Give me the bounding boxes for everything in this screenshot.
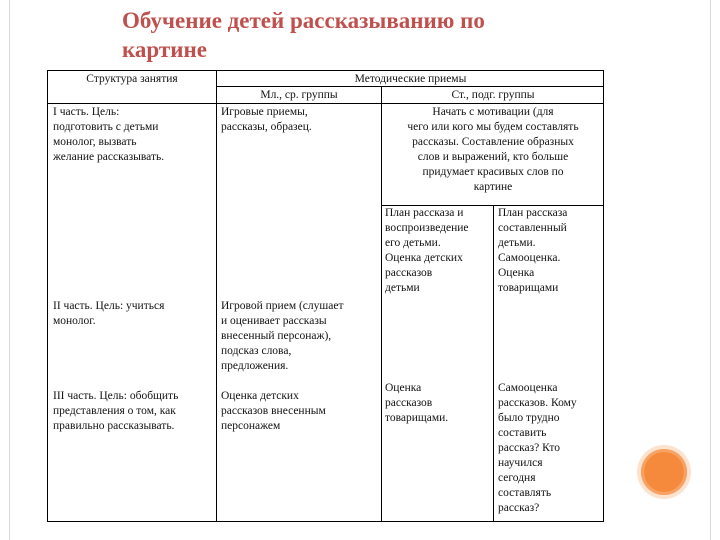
senior-subcol-left-1: План рассказа и воспроизведение его детьми. Оценка детских рассказов детьми	[385, 207, 469, 294]
decorative-circle-icon	[641, 449, 687, 495]
senior-subcol-right-1: План рассказа составленный детьми. Самооценка. Оценка товарищами	[498, 207, 568, 294]
senior-subcol-left-3: Оценка рассказов товарищами.	[385, 382, 449, 424]
methods-table	[47, 70, 604, 522]
grid-line	[48, 103, 604, 104]
part-1-goal: I часть. Цель: подготовить с детьми монолог, вызвать желание рассказывать.	[53, 106, 165, 163]
title-line-2: картине	[122, 37, 207, 62]
grid-line	[216, 71, 217, 521]
slide-frame-line-left	[9, 0, 10, 540]
header-structure: Структура занятия	[86, 73, 178, 85]
header-senior-prep: Ст., подг. группы	[451, 89, 535, 101]
part-2-goal: II часть. Цель: учиться монолог.	[53, 300, 165, 327]
part-1-junior-methods: Игровые приемы, рассказы, образец.	[221, 106, 312, 133]
header-junior-middle: Мл., ср. группы	[260, 89, 338, 101]
page-title	[122, 6, 642, 64]
slide-frame-line-right	[710, 0, 711, 540]
part-3-junior-methods: Оценка детских рассказов внесенным персонажем	[221, 390, 326, 432]
title-line-1: Обучение детей рассказыванию по	[122, 8, 485, 33]
grid-line	[493, 205, 494, 521]
part-1-senior-methods: Начать с мотивации (для чего или кого мы будем составлять рассказы. Составление образных слов и выражений, кто больше придумает красивых слов по картине	[407, 106, 579, 193]
part-2-junior-methods: Игровой прием (слушает и оценивает рассказы внесенный персонаж), подсказ слова, предложения.	[221, 300, 344, 372]
senior-subcol-right-3: Самооценка рассказов. Кому было трудно составить рассказ? Кто научился сегодня составлять рассказ?	[498, 382, 577, 514]
part-3-goal: III часть. Цель: обобщить представления о том, как правильно рассказывать.	[53, 390, 179, 432]
header-methods: Методические приемы	[354, 73, 467, 85]
